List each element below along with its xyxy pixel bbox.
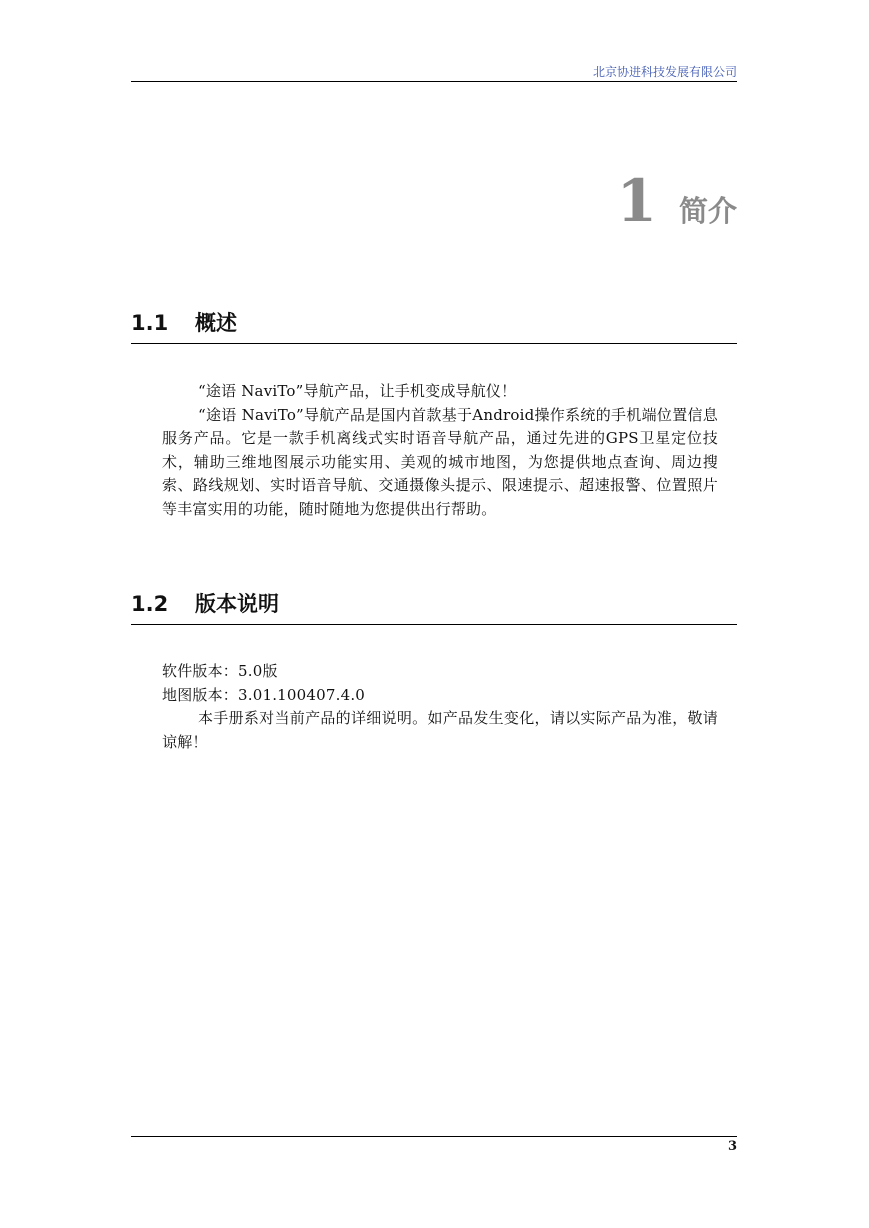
section-divider bbox=[131, 624, 737, 625]
chapter-heading bbox=[616, 167, 737, 235]
overview-paragraph: “途语 NaviTo”导航产品，让手机变成导航仪！ bbox=[198, 382, 517, 400]
header-divider bbox=[131, 81, 737, 82]
section-heading-overview bbox=[131, 307, 237, 337]
section-title: 版本说明 bbox=[195, 592, 279, 616]
chapter-title: 简介 bbox=[678, 194, 737, 228]
header-company-name: 北京协进科技发展有限公司 bbox=[592, 65, 737, 79]
footer-divider bbox=[131, 1136, 737, 1137]
software-version: 软件版本：5.0版 bbox=[162, 662, 278, 680]
section-number: 1.1 bbox=[131, 311, 169, 335]
page-number: 3 bbox=[727, 1139, 737, 1154]
section-number: 1.2 bbox=[131, 592, 169, 616]
version-body bbox=[162, 660, 718, 754]
map-version: 地图版本：3.01.100407.4.0 bbox=[162, 685, 366, 704]
section-title: 概述 bbox=[195, 311, 237, 335]
overview-paragraph: “途语 NaviTo”导航产品是国内首款基于Android操作系统的手机端位置信息服务产品。它是一款手机离线式实时语音导航产品，通过先进的GPS卫星定位技术，辅助三维地图展示功能实用、美观的城市地图，为您提供地点查询、周边搜索、路线规划、实时语音导航、交通摄像头提示、限速提示、超速报警、位置照片等丰富实用的功能，随时随地为您提供出行帮助。 bbox=[162, 405, 718, 518]
version-paragraph: 本手册系对当前产品的详细说明。如产品发生变化，请以实际产品为准，敬请谅解！ bbox=[162, 709, 718, 751]
overview-body bbox=[162, 380, 718, 521]
section-heading-version bbox=[131, 588, 279, 618]
section-divider bbox=[131, 343, 737, 344]
chapter-number: 1 bbox=[616, 167, 657, 235]
